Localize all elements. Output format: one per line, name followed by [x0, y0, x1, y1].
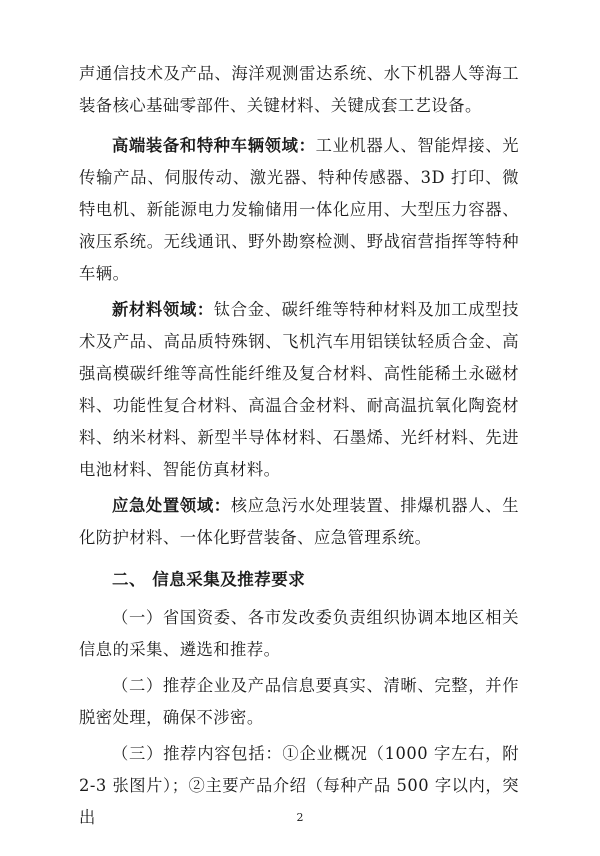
section-term: 高端装备和特种车辆领域： — [112, 136, 316, 155]
section-term: 应急处置领域： — [112, 496, 231, 515]
section-emergency — [79, 490, 519, 554]
requirement-item-2: （二）推荐企业及产品信息要真实、清晰、完整，并作脱密处理，确保不涉密。 — [79, 676, 519, 727]
continued-paragraph: 声通信技术及产品、海洋观测雷达系统、水下机器人等海工装备核心基础零部件、关键材料、关键成套工艺设备。 — [79, 64, 519, 115]
document-body — [79, 58, 519, 838]
requirement-item-1: （一）省国资委、各市发改委负责组织协调本地区相关信息的采集、遴选和推荐。 — [79, 608, 519, 659]
section-high-end-equipment — [79, 130, 519, 290]
page-number: 2 — [296, 811, 304, 824]
requirement-item-3: （三）推荐内容包括：①企业概况（1000 字左右，附2-3 张图片）；②主要产品介绍（每种产品 500 字以内，突出 — [79, 744, 519, 827]
section-new-materials — [79, 294, 519, 486]
section-body: 核应急污水处理装置、排爆机器人、生化防护材料、一体化野营装备、应急管理系统。 — [79, 496, 519, 547]
section-term: 新材料领域： — [112, 300, 214, 319]
section-heading: 二、 信息采集及推荐要求 — [112, 570, 306, 589]
section-body: 工业机器人、智能焊接、光传输产品、伺服传动、激光器、特种传感器、3D 打印、微特电机、新能源电力发输储用一体化应用、大型压力容器、液压系统。无线通讯、野外勘察检测、野战宿营指挥等特种车辆。 — [79, 136, 519, 283]
section-body: 钛合金、碳纤维等特种材料及加工成型技术及产品、高品质特殊钢、飞机汽车用铝镁钛轻质合金、高强高模碳纤维等高性能纤维及复合材料、高性能稀土永磁材料、功能性复合材料、高温合金材料、耐高温抗氧化陶瓷材料、纳米材料、新型半导体材料、石墨烯、光纤材料、先进电池材料、智能仿真材料。 — [79, 300, 519, 479]
